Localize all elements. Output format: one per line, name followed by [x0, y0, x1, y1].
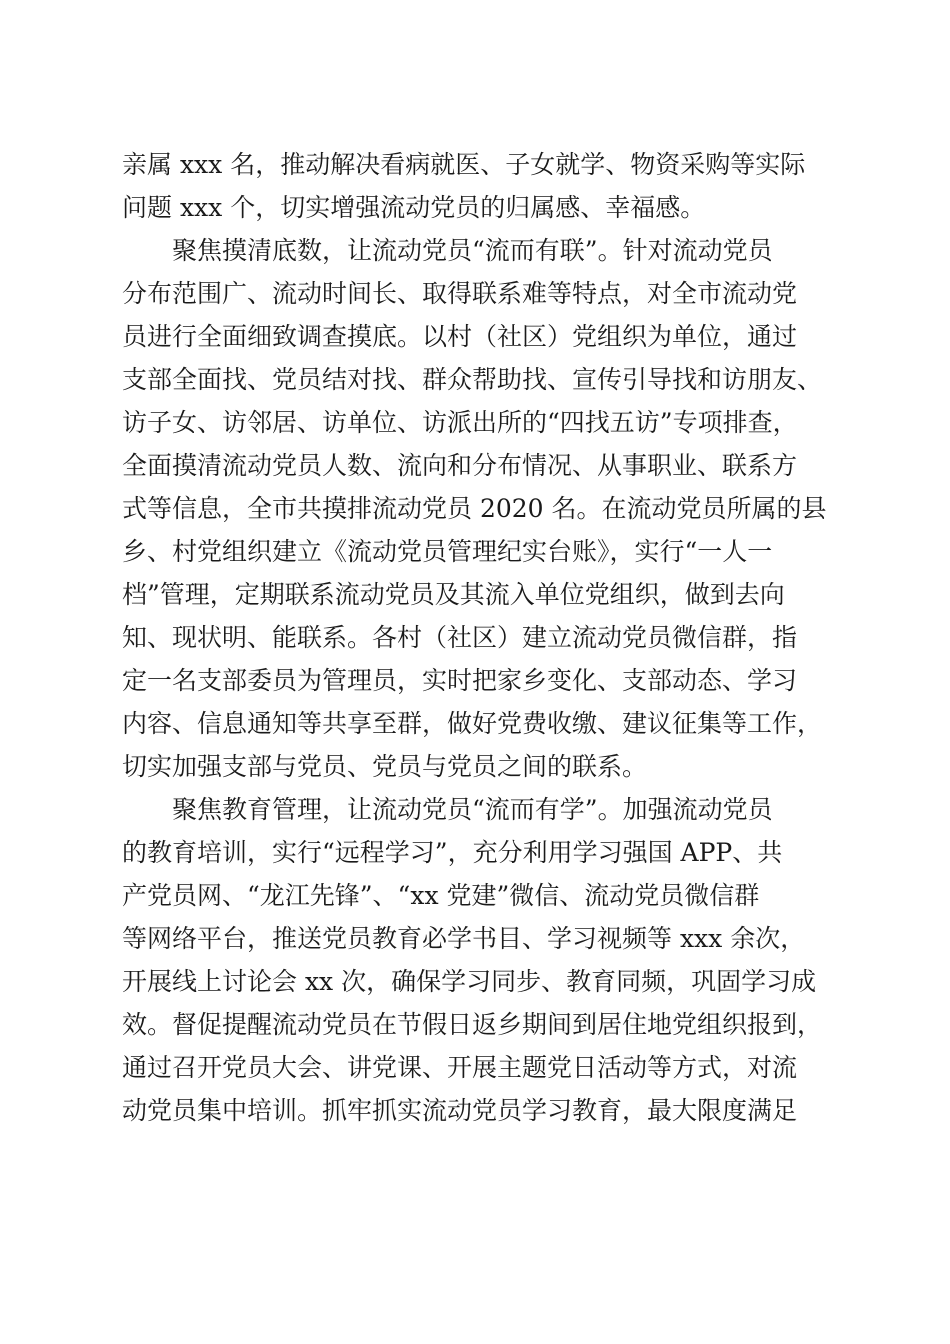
text-line: 全面摸清流动党员人数、流向和分布情况、从事职业、联系方: [122, 451, 798, 480]
text-line: 知、现状明、能联系。各村（社区）建立流动党员微信群，指: [122, 623, 798, 652]
paragraph-first-line: 聚焦摸清底数，让流动党员“流而有联”。针对流动党员: [172, 236, 773, 265]
text-line: 员进行全面细致调查摸底。以村（社区）党组织为单位，通过: [122, 322, 798, 351]
text-line: 亲属 xxx 名，推动解决看病就医、子女就学、物资采购等实际: [122, 150, 806, 179]
text-line: 访子女、访邻居、访单位、访派出所的“四找五访”专项排查，: [122, 408, 798, 437]
text-line: 分布范围广、流动时间长、取得联系难等特点，对全市流动党: [122, 279, 798, 308]
text-line: 问题 xxx 个，切实增强流动党员的归属感、幸福感。: [122, 193, 706, 222]
text-line: 动党员集中培训。抓牢抓实流动党员学习教育，最大限度满足: [122, 1096, 798, 1125]
text-line: 通过召开党员大会、讲党课、开展主题党日活动等方式，对流: [122, 1053, 798, 1082]
text-line: 产党员网、“龙江先锋”、“xx 党建”微信、流动党员微信群: [122, 881, 760, 910]
text-line: 乡、村党组织建立《流动党员管理纪实台账》，实行“一人一: [122, 537, 773, 566]
text-line: 效。督促提醒流动党员在节假日返乡期间到居住地党组织报到，: [122, 1010, 823, 1039]
text-line: 式等信息，全市共摸排流动党员 2020 名。在流动党员所属的县: [122, 494, 827, 523]
text-line: 档”管理，定期联系流动党员及其流入单位党组织，做到去向: [122, 580, 785, 609]
text-line: 支部全面找、党员结对找、群众帮助找、宣传引导找和访朋友、: [122, 365, 823, 394]
text-line: 等网络平台，推送党员教育必学书目、学习视频等 xxx 余次，: [122, 924, 806, 953]
text-line: 的教育培训，实行“远程学习”，充分利用学习强国 APP、共: [122, 838, 783, 867]
paragraph-first-line: 聚焦教育管理，让流动党员“流而有学”。加强流动党员: [172, 795, 773, 824]
text-line: 开展线上讨论会 xx 次，确保学习同步、教育同频，巩固学习成: [122, 967, 817, 996]
text-line: 定一名支部委员为管理员，实时把家乡变化、支部动态、学习: [122, 666, 798, 695]
text-line: 切实加强支部与党员、党员与党员之间的联系。: [122, 752, 648, 781]
text-line: 内容、信息通知等共享至群，做好党费收缴、建议征集等工作，: [122, 709, 823, 738]
